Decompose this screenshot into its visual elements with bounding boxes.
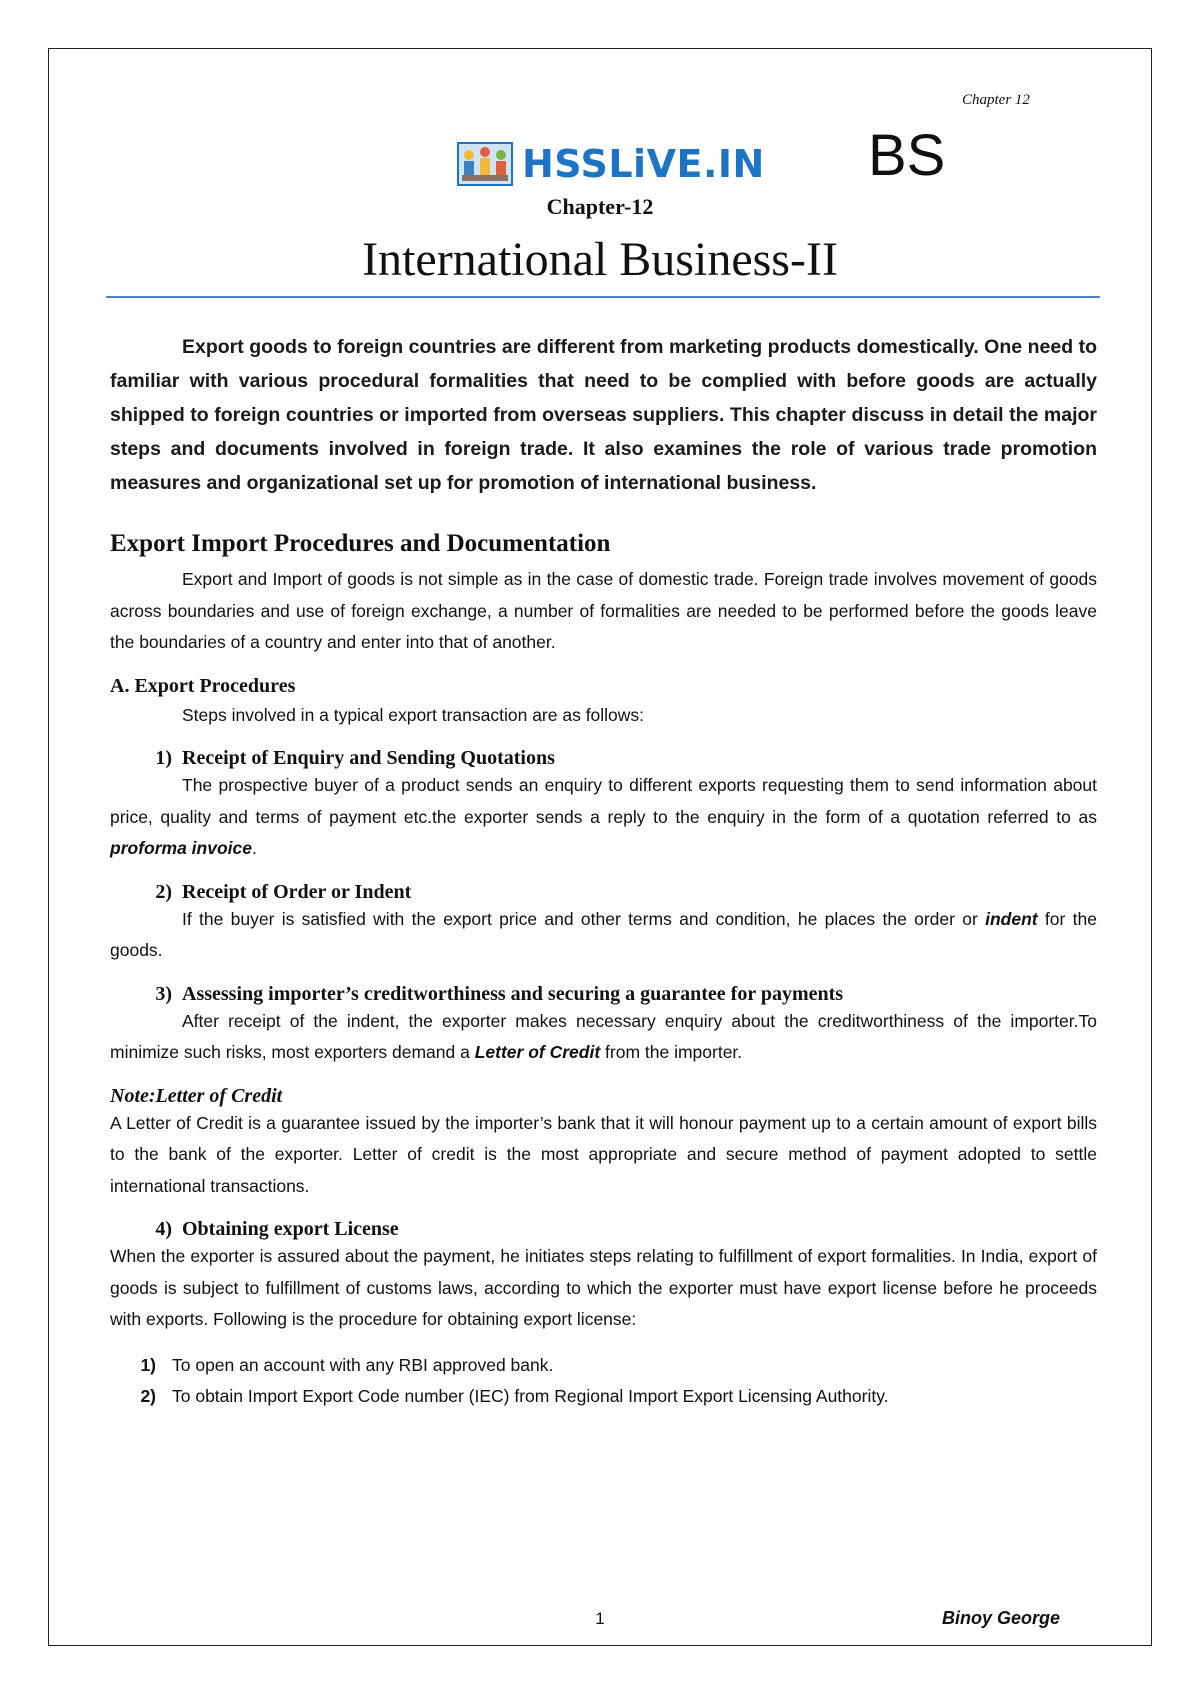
- step-title: Receipt of Order or Indent: [182, 880, 412, 903]
- step-paragraph: [110, 770, 1097, 865]
- step-number: 1): [155, 747, 172, 769]
- intro-paragraph: Export goods to foreign countries are different from marketing products domestically. One need to familiar with various procedural formalities that need to be complied with before goods are actually shipped to foreign countries or imported from overseas suppliers. This chapter discuss in detail the major steps and documents involved in foreign trade. It also examines the role of various trade promotion measures and organizational set up for promotion of international business.: [110, 336, 1097, 494]
- title-divider: [106, 296, 1100, 298]
- note-heading: Note:Letter of Credit: [110, 1084, 283, 1107]
- step-emphasis: proforma invoice: [110, 838, 252, 858]
- section-paragraph: Export and Import of goods is not simple as in the case of domestic trade. Foreign trade involves movement of goods across boundaries and use of foreign exchange, a number of formalities are needed to be performed before the goods leave the boundaries of a country and enter into that of another.: [110, 569, 1097, 652]
- list-text: To open an account with any RBI approved bank.: [172, 1354, 554, 1375]
- step-heading: [110, 881, 1097, 904]
- list-number: 2): [140, 1386, 156, 1406]
- list-item: [110, 1350, 1097, 1382]
- step-text-end: .: [251, 838, 257, 858]
- step-number: 2): [155, 880, 172, 903]
- step-title: Obtaining export License: [182, 1218, 399, 1240]
- chapter-label: Chapter-12: [546, 194, 654, 219]
- note-paragraph: A Letter of Credit is a guarantee issued by the importer’s bank that it will honour payment up to a certain amount of export bills to the bank of the exporter. Letter of credit is the most appropriate and secure method of payment adopted to settle international transactions.: [110, 1112, 1097, 1196]
- section-heading: Export Import Procedures and Documentation: [110, 530, 611, 557]
- document-body: [110, 330, 1097, 1413]
- license-steps-list: [110, 1350, 1097, 1413]
- list-number: 1): [140, 1354, 156, 1375]
- hsslive-logo: [456, 136, 765, 192]
- step-text: The prospective buyer of a product sends an enquiry to different exports requesting them to send information about price, quality and terms of payment etc.the exporter sends a reply to the enquiry in the form of a quotation referred to as: [110, 775, 1097, 827]
- step-text-end: from the importer.: [600, 1042, 743, 1062]
- step-text: After receipt of the indent, the exporter makes necessary enquiry about the creditworthiness of the importer.To minimize such risks, most exporters demand a: [110, 1010, 1097, 1062]
- chapter-tag: Chapter 12: [962, 92, 1030, 108]
- step-text-end: for the goods.: [110, 908, 1097, 960]
- list-item: [110, 1381, 1097, 1413]
- logo-text: HSSLiVE.IN: [522, 142, 765, 186]
- author-name: Binoy George: [942, 1608, 1061, 1628]
- subject-code: BS: [868, 123, 946, 188]
- step-text: If the buyer is satisfied with the export price and other terms and condition, he places the order or: [182, 908, 986, 929]
- students-logo-icon: [456, 137, 514, 191]
- step-emphasis: indent: [985, 908, 1038, 929]
- step-emphasis: Letter of Credit: [474, 1042, 601, 1062]
- step-heading: [110, 747, 1097, 770]
- step-paragraph: When the exporter is assured about the payment, he initiates steps relating to fulfillment of export formalities. In India, export of goods is subject to fulfillment of customs laws, according to which the exporter must have export license before he proceeds with exports. Following is the procedure for obtaining export license:: [110, 1246, 1097, 1329]
- step-title: Receipt of Enquiry and Sending Quotations: [182, 747, 555, 769]
- step-heading: [110, 1218, 1097, 1241]
- page-title: International Business-II: [362, 233, 838, 286]
- step-paragraph: [110, 1006, 1097, 1069]
- export-procedures-intro: Steps involved in a typical export transaction are as follows:: [182, 704, 645, 725]
- step-number: 4): [155, 1218, 172, 1240]
- list-text: To obtain Import Export Code number (IEC) from Regional Import Export Licensing Authority.: [172, 1386, 889, 1406]
- page-number: 1: [595, 1609, 605, 1628]
- step-heading: [110, 983, 1097, 1006]
- step-paragraph: [110, 904, 1097, 967]
- step-title: Assessing importer’s creditworthiness and securing a guarantee for payments: [182, 982, 844, 1005]
- step-number: 3): [155, 982, 172, 1005]
- export-procedures-heading: A. Export Procedures: [110, 674, 296, 697]
